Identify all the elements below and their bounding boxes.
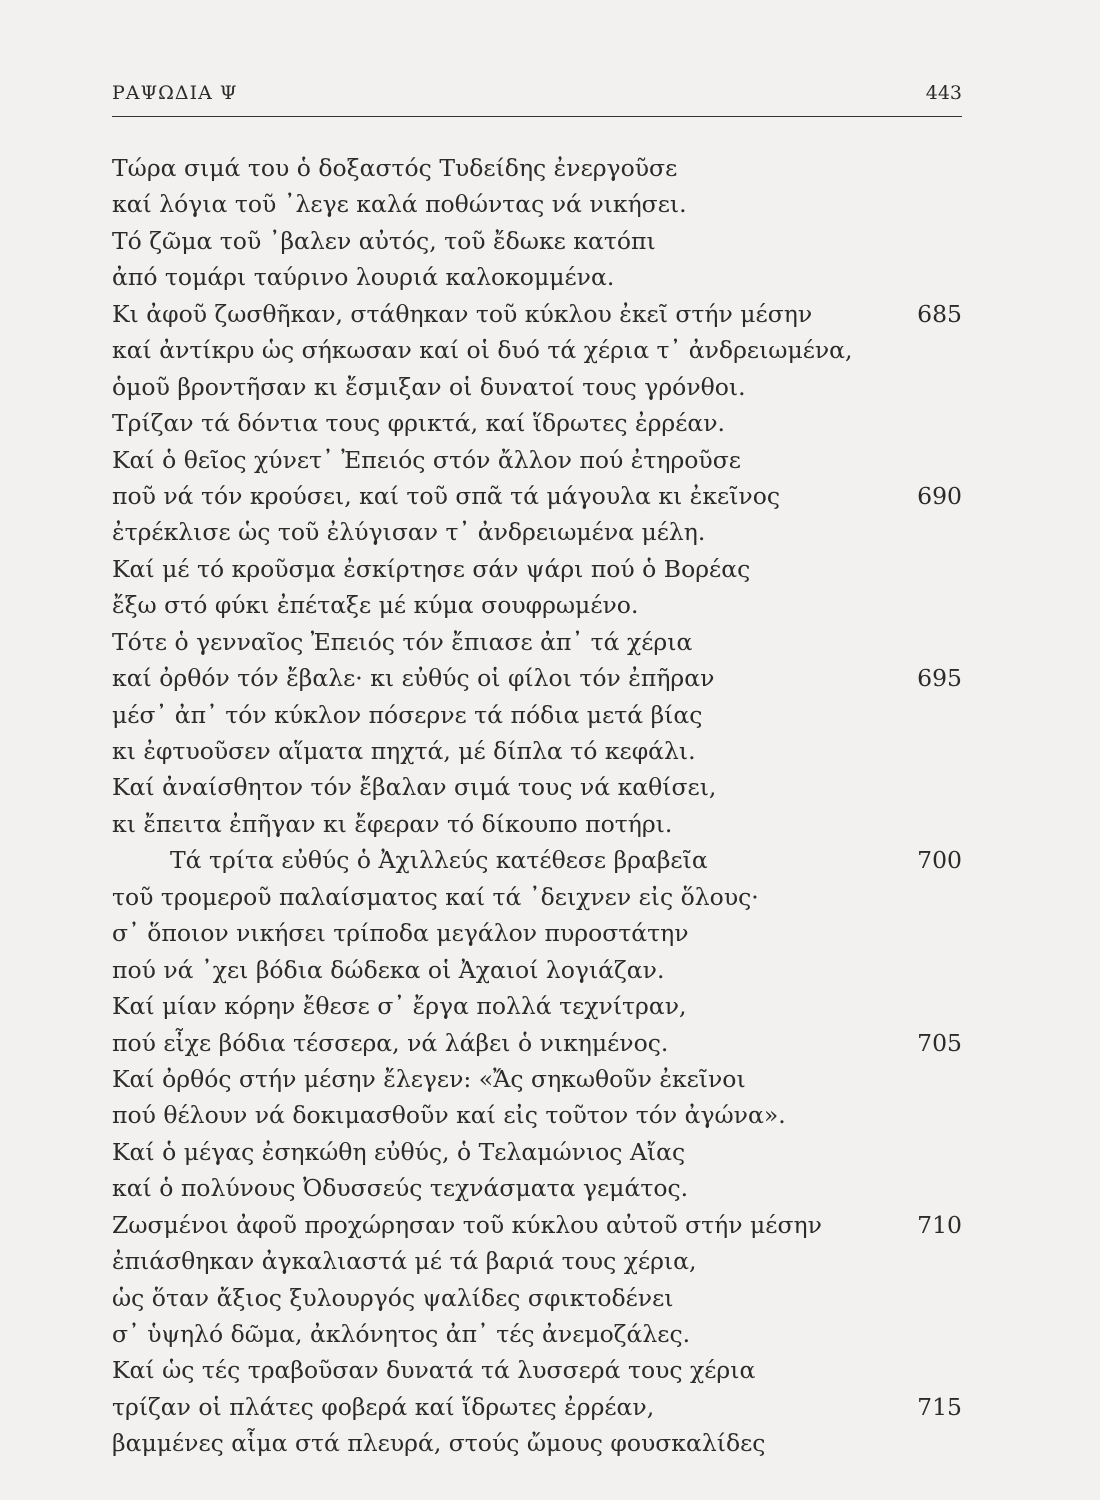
verse-line <box>112 1425 962 1461</box>
verse-line <box>112 1352 962 1388</box>
line-number: 715 <box>917 1392 962 1421</box>
verse-text: κι ἐφτυοῦσεν αἵματα πηχτά, μέ δίπλα τό κεφάλι. <box>112 737 696 765</box>
verse-line <box>112 1243 962 1279</box>
verse-line <box>112 369 962 405</box>
page-number: 443 <box>925 82 962 104</box>
verse-line <box>112 405 962 441</box>
verse-line <box>112 733 962 769</box>
verse-text: Καί ὡς τές τραβοῦσαν δυνατά τά λυσσερά τους χέρια <box>112 1356 756 1385</box>
verse-line <box>112 1389 962 1425</box>
verse-text: Τά τρίτα εὐθύς ὁ Ἀχιλλεύς κατέθεσε βραβεῖα <box>170 846 708 875</box>
line-number: 695 <box>917 664 962 693</box>
verse-line <box>112 988 962 1024</box>
verse-line <box>112 332 962 368</box>
verse-text: Τώρα σιμά του ὁ δοξαστός Τυδείδης ἐνεργοῦσε <box>112 154 678 182</box>
verse-line <box>112 1061 962 1097</box>
verse-text: πού εἶχε βόδια τέσσερα, νά λάβει ὁ νικημένος. <box>112 1028 669 1057</box>
header-rule <box>112 116 962 117</box>
verse-text: μέσ᾿ ἀπ᾿ τόν κύκλον πόσερνε τά πόδια μετά βίας <box>112 700 703 729</box>
verse-line <box>112 551 962 587</box>
verse-text: κι ἔπειτα ἐπῆγαν κι ἔφεραν τό δίκουπο ποτήρι. <box>112 809 673 838</box>
verse-line <box>112 1025 962 1061</box>
verse-text: πού νά ᾿χει βόδια δώδεκα οἱ Ἀχαιοί λογιάζαν. <box>112 955 665 984</box>
verse-line <box>112 769 962 805</box>
verse-text: ποῦ νά τόν κρούσει, καί τοῦ σπᾶ τά μάγουλα κι ἐκεῖνος <box>112 481 781 510</box>
verse-text: Καί μίαν κόρην ἔθεσε σ᾿ ἔργα πολλά τεχνίτραν, <box>112 992 687 1021</box>
verse-line <box>112 660 962 696</box>
verse-line <box>112 223 962 259</box>
verse-text: σ᾿ ὅποιον νικήσει τρίποδα μεγάλον πυροστάτην <box>112 919 689 948</box>
verse-line <box>112 915 962 951</box>
line-number: 700 <box>917 846 962 875</box>
verse-line <box>112 150 962 186</box>
verse-text: Ζωσμένοι ἀφοῦ προχώρησαν τοῦ κύκλου αὐτοῦ στήν μέσην <box>112 1210 822 1239</box>
line-number: 690 <box>917 481 962 510</box>
verse-line <box>112 1097 962 1133</box>
line-number: 705 <box>917 1028 962 1057</box>
verse-text: καί ὀρθόν τόν ἔβαλε· κι εὐθύς οἱ φίλοι τόν ἐπῆραν <box>112 664 715 693</box>
verse-text: καί ὁ πολύνους Ὀδυσσεύς τεχνάσματα γεμάτος. <box>112 1174 689 1203</box>
verse-line <box>112 806 962 842</box>
verse-line <box>112 1280 962 1316</box>
verse-text: ἐπιάσθηκαν ἀγκαλιαστά μέ τά βαριά τους χέρια, <box>112 1247 697 1276</box>
verse-line <box>112 259 962 295</box>
verse-line <box>112 1170 962 1206</box>
verse-line <box>112 478 962 514</box>
verse-text: ἀπό τομάρι ταύρινο λουριά καλοκομμένα. <box>112 263 615 292</box>
verse-text: ἔξω στό φύκι ἐπέταξε μέ κύμα σουφρωμένο. <box>112 591 639 620</box>
verse-text: Τό ζῶμα τοῦ ᾿βαλεν αὐτός, τοῦ ἔδωκε κατόπι <box>112 226 656 255</box>
verse-line <box>112 186 962 222</box>
verse-line <box>112 842 962 878</box>
verse-text: Τότε ὁ γενναῖος Ἐπειός τόν ἔπιασε ἀπ᾿ τά χέρια <box>112 627 693 656</box>
verse-text: Καί ὁ μέγας ἐσηκώθη εὐθύς, ὁ Τελαμώνιος Αἴας <box>112 1137 686 1166</box>
verse-line <box>112 442 962 478</box>
verse-text: καί ἀντίκρυ ὡς σήκωσαν καί οἱ δυό τά χέρια τ᾿ ἀνδρειωμένα, <box>112 336 853 365</box>
verse-text: τρίζαν οἱ πλάτες φοβερά καί ἵδρωτες ἐρρέαν, <box>112 1392 655 1421</box>
verse-line <box>112 587 962 623</box>
verse-text: Καί ὀρθός στήν μέσην ἔλεγεν: «Ἄς σηκωθοῦν ἐκεῖνοι <box>112 1064 746 1093</box>
verse-text: Τρίζαν τά δόντια τους φρικτά, καί ἵδρωτες ἐρρέαν. <box>112 409 726 438</box>
line-number: 710 <box>917 1210 962 1239</box>
verse-text: τοῦ τρομεροῦ παλαίσματος καί τά ᾿δειχνεν εἰς ὅλους· <box>112 882 759 911</box>
line-number: 685 <box>917 299 962 328</box>
page-header <box>112 78 962 114</box>
verse-line <box>112 296 962 332</box>
running-head: ΡΑΨΩΔΙΑ Ψ <box>112 82 238 104</box>
verse-text: Καί ἀναίσθητον τόν ἔβαλαν σιμά τους νά καθίσει, <box>112 773 717 802</box>
verse-line <box>112 514 962 550</box>
verse-line <box>112 1134 962 1170</box>
verse-text: Καί ὁ θεῖος χύνετ᾿ Ἐπειός στόν ἄλλον πού ἐτηροῦσε <box>112 445 741 474</box>
verse-line <box>112 1316 962 1352</box>
verse-block <box>112 150 962 1462</box>
verse-line <box>112 697 962 733</box>
verse-text: Καί μέ τό κροῦσμα ἐσκίρτησε σάν ψάρι πού ὁ Βορέας <box>112 554 751 583</box>
verse-line <box>112 952 962 988</box>
verse-text: Κι ἀφοῦ ζωσθῆκαν, στάθηκαν τοῦ κύκλου ἐκεῖ στήν μέσην <box>112 299 813 328</box>
verse-text: καί λόγια τοῦ ᾿λεγε καλά ποθώντας νά νικήσει. <box>112 190 687 219</box>
verse-text: πού θέλουν νά δοκιμασθοῦν καί εἰς τοῦτον τόν ἀγώνα». <box>112 1101 786 1130</box>
verse-text: ὡς ὅταν ἄξιος ξυλουργός ψαλίδες σφικτοδένει <box>112 1283 674 1312</box>
verse-text: βαμμένες αἷμα στά πλευρά, στούς ὤμους φουσκαλίδες <box>112 1429 766 1458</box>
verse-line <box>112 624 962 660</box>
verse-line <box>112 1207 962 1243</box>
verse-text: σ᾿ ὑψηλό δῶμα, ἀκλόνητος ἀπ᾿ τές ἀνεμοζάλες. <box>112 1320 691 1348</box>
verse-text: ἐτρέκλισε ὡς τοῦ ἐλύγισαν τ᾿ ἀνδρειωμένα μέλη. <box>112 518 706 547</box>
verse-line <box>112 879 962 915</box>
verse-text: ὁμοῦ βροντῆσαν κι ἔσμιξαν οἱ δυνατοί τους γρόνθοι. <box>112 372 746 401</box>
